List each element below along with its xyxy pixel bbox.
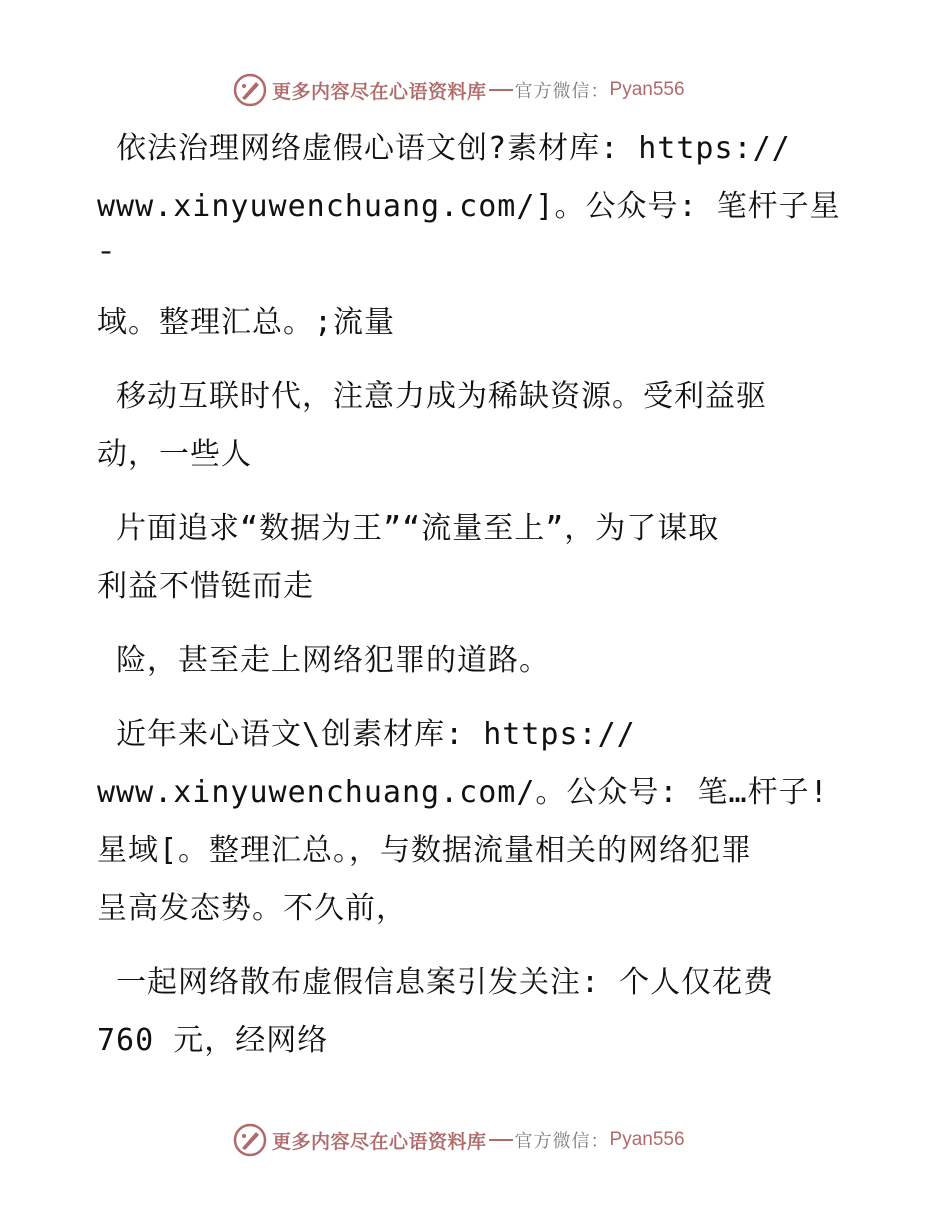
footer-wechat-id: Pyan556 bbox=[609, 1129, 685, 1150]
logo-icon bbox=[232, 72, 268, 108]
paragraph-3: 片面追求“数据为王”“流量至上”，为了谋取 利益不惜铤而走 bbox=[97, 511, 720, 604]
paragraph-1: 依法治理网络虚假心语文创?素材库: https:// www.xinyuwenchuang.com/]。公众号: 笔杆子星¯ 域。整理汇总。;流量 bbox=[97, 131, 841, 340]
header-wechat-label: 官方微信： bbox=[514, 81, 610, 102]
paragraph-2: 移动互联时代，注意力成为稀缺资源。受利益驱 动，一些人 bbox=[97, 379, 768, 472]
header-banner bbox=[232, 72, 685, 108]
paragraph-5: 近年来心语文\创素材库: https:// www.xinyuwenchuang.com/。公众号: 笔…杆子! 星域[。整理汇总。，与数据流量相关的网络犯罪 呈高发态势。不久前， bbox=[97, 717, 829, 926]
header-wechat-id: Pyan556 bbox=[609, 79, 685, 100]
footer-banner bbox=[232, 1122, 685, 1158]
header-banner-text: 更多内容尽在心语资料库 bbox=[272, 80, 487, 103]
document-body bbox=[97, 120, 857, 1086]
header-banner-dash bbox=[489, 89, 513, 91]
footer-wechat-label: 官方微信： bbox=[514, 1131, 610, 1152]
footer-banner-dash bbox=[489, 1139, 513, 1141]
paragraph-4: 险，甚至走上网络犯罪的道路。 bbox=[97, 643, 551, 678]
footer-banner-text: 更多内容尽在心语资料库 bbox=[272, 1130, 487, 1153]
paragraph-6: 一起网络散布虚假信息案引发关注: 个人仅花费 760 元，经网络 bbox=[97, 965, 775, 1058]
logo-icon bbox=[232, 1122, 268, 1158]
